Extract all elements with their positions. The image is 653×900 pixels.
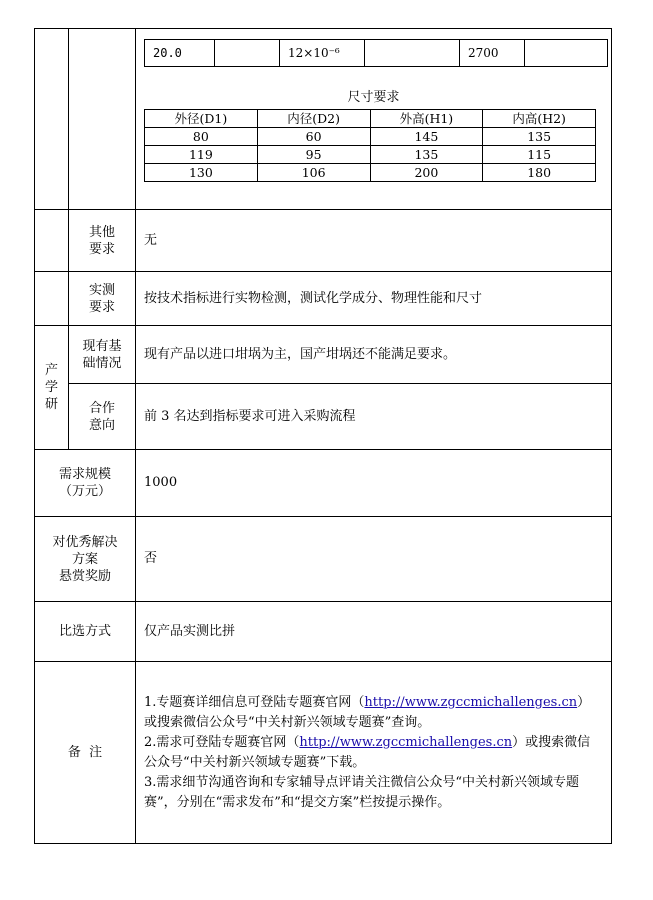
property-cell — [215, 40, 280, 67]
cooperation-intent-row — [35, 384, 612, 450]
dimension-cell: 119 — [145, 146, 258, 164]
note-3: 3.需求细节沟通咨询和专家辅导点评请关注微信公众号“中关村新兴领域专题赛”，分别在“需求发布”和“提交方案”栏按提示操作。 — [144, 774, 580, 810]
dimension-cell: 106 — [257, 164, 370, 182]
spec-content — [136, 29, 612, 210]
test-requirements-label: 实测 要求 — [69, 272, 136, 326]
dimension-title: 尺寸要求 — [347, 90, 400, 105]
requirements-table — [34, 28, 612, 844]
demand-scale-row — [35, 450, 612, 517]
test-requirements-value: 按技术指标进行实物检测，测试化学成分、物理性能和尺寸 — [136, 272, 612, 326]
notes-content — [136, 662, 612, 844]
selection-method-row — [35, 602, 612, 662]
property-cell — [365, 40, 460, 67]
iur-group-label: 产 学 研 — [35, 326, 69, 450]
dimension-cell: 130 — [145, 164, 258, 182]
dimension-row — [145, 128, 596, 146]
property-cell: 12×10⁻⁶ — [280, 40, 365, 67]
demand-scale-label: 需求规模 （万元） — [35, 450, 136, 517]
note-1: 1.专题赛详细信息可登陆专题赛官网（http://www.zgccmichallenges.cn）或搜索微信公众号“中关村新兴领域专题赛”查询。 — [144, 694, 591, 730]
dimension-cell: 180 — [483, 164, 596, 182]
existing-basis-value: 现有产品以进口坩埚为主，国产坩埚还不能满足要求。 — [136, 326, 612, 384]
blank-group-cell — [35, 210, 69, 272]
existing-basis-row — [35, 326, 612, 384]
property-cell — [525, 40, 608, 67]
property-cell: 2700 — [460, 40, 525, 67]
reward-row — [35, 517, 612, 602]
dimension-cell: 145 — [370, 128, 483, 146]
blank-group-cell — [35, 29, 69, 210]
dimension-cell: 60 — [257, 128, 370, 146]
material-property-table — [144, 39, 608, 67]
official-site-link[interactable]: http://www.zgccmichallenges.cn — [299, 734, 513, 750]
blank-group-cell — [35, 272, 69, 326]
dimension-table — [144, 109, 596, 182]
official-site-link[interactable]: http://www.zgccmichallenges.cn — [364, 694, 578, 710]
dimension-row — [145, 164, 596, 182]
cooperation-intent-value: 前 3 名达到指标要求可进入采购流程 — [136, 384, 612, 450]
dimension-cell: 95 — [257, 146, 370, 164]
existing-basis-label: 现有基 础情况 — [69, 326, 136, 384]
other-requirements-row — [35, 210, 612, 272]
selection-method-label: 比选方式 — [35, 602, 136, 662]
other-requirements-value: 无 — [136, 210, 612, 272]
demand-scale-value: 1000 — [136, 450, 612, 517]
blank-label-cell — [69, 29, 136, 210]
dimension-row — [145, 146, 596, 164]
property-cell: 20.0 — [145, 40, 215, 67]
dimension-cell: 200 — [370, 164, 483, 182]
test-requirements-row — [35, 272, 612, 326]
other-requirements-label: 其他 要求 — [69, 210, 136, 272]
cooperation-intent-label: 合作 意向 — [69, 384, 136, 450]
dimension-cell: 80 — [145, 128, 258, 146]
dimension-cell: 135 — [370, 146, 483, 164]
reward-label: 对优秀解决 方案 悬赏奖励 — [35, 517, 136, 602]
reward-value: 否 — [136, 517, 612, 602]
dimension-cell: 115 — [483, 146, 596, 164]
selection-method-value: 仅产品实测比拼 — [136, 602, 612, 662]
dimension-cell: 135 — [483, 128, 596, 146]
dimension-header: 内径(D2) — [257, 110, 370, 128]
dimension-header: 外高(H1) — [370, 110, 483, 128]
dimension-header: 外径(D1) — [145, 110, 258, 128]
note-2: 2.需求可登陆专题赛官网（http://www.zgccmichallenges.cn）或搜索微信公众号“中关村新兴领域专题赛”下载。 — [144, 734, 591, 770]
notes-row — [35, 662, 612, 844]
notes-label: 备 注 — [35, 662, 136, 844]
dimension-header: 内高(H2) — [483, 110, 596, 128]
spec-row — [35, 29, 612, 210]
